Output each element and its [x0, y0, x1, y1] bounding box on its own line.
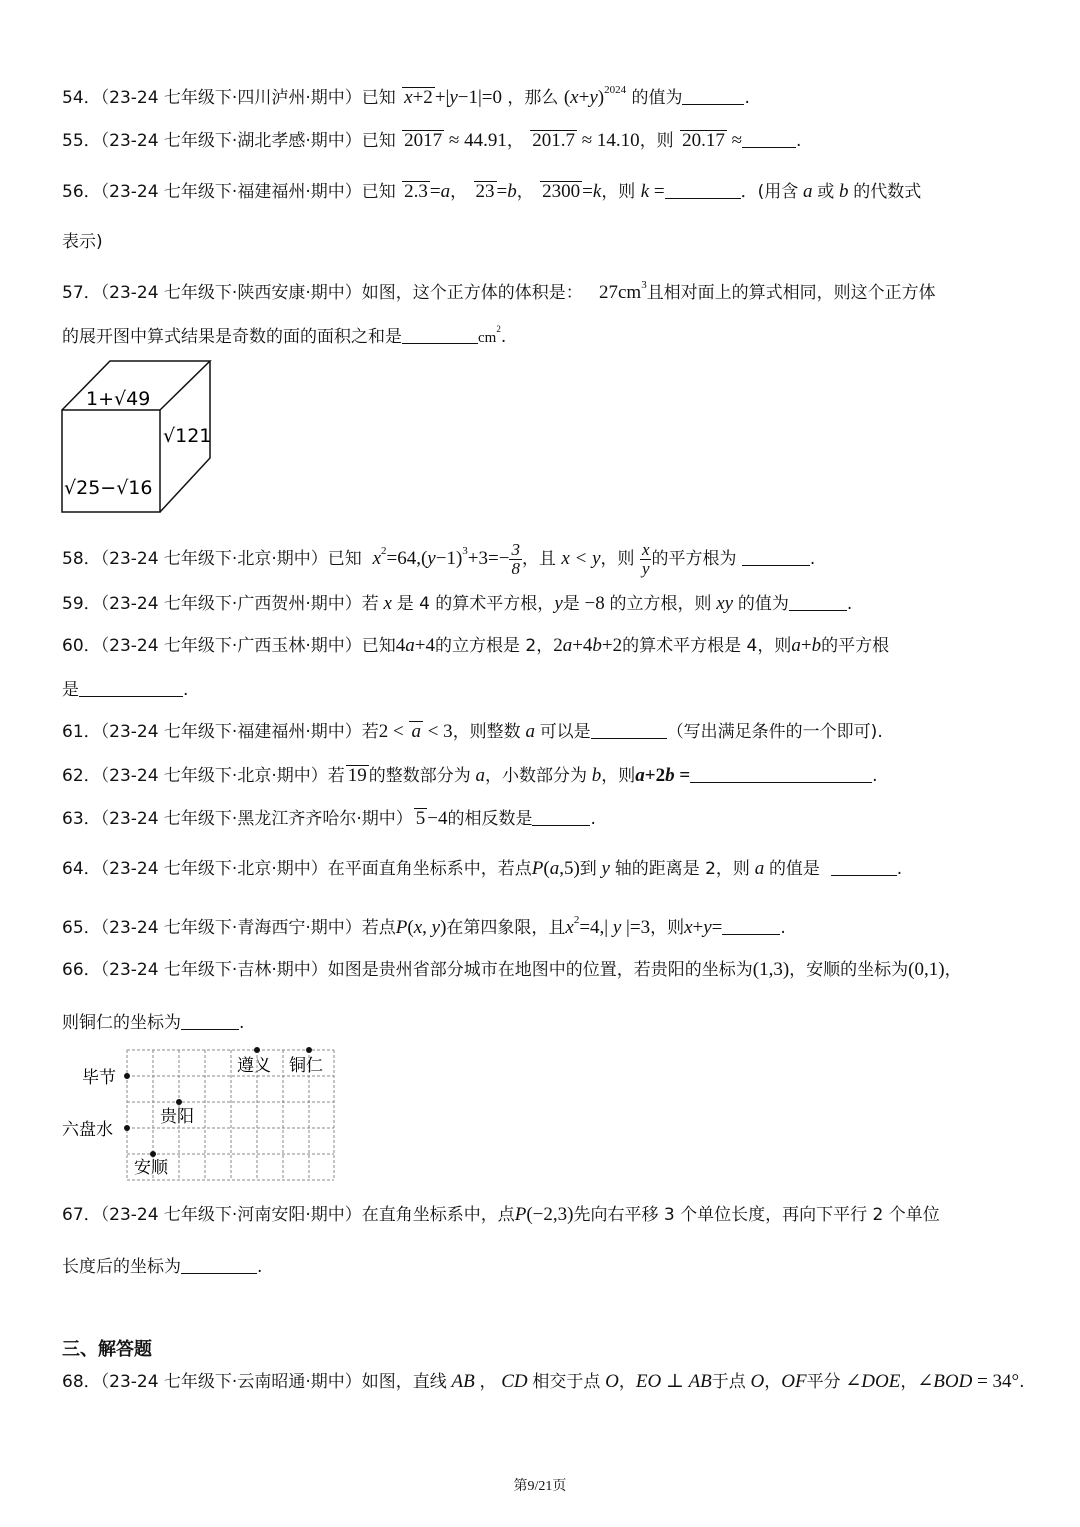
- question-62: 62．（23-24 七年级下·北京·期中）若 19 的整数部分为 a，小数部分为 b，则a+2b = .: [62, 765, 878, 786]
- tongren-dot: [306, 1047, 312, 1053]
- liupanshui-dot: [124, 1125, 130, 1131]
- question-59: 59．（23-24 七年级下·广西贺州·期中）若 x 是 4 的算术平方根，y是 −8 的立方根，则 xy 的值为 .: [62, 593, 853, 614]
- map-figure: [60, 1044, 340, 1184]
- tongren-label: 铜仁: [289, 1056, 323, 1076]
- guiyang-label: 贵阳: [160, 1107, 194, 1127]
- bijie-label: 毕节: [82, 1068, 116, 1088]
- zunyi-dot: [254, 1047, 260, 1053]
- cube-side-label: √121: [163, 425, 212, 447]
- question-56-line2: 表示): [62, 232, 103, 252]
- question-67-line2: 长度后的坐标为 .: [62, 1257, 263, 1277]
- question-68: 68．（23-24 七年级下·云南昭通·期中）如图，直线 AB ， CD 相交于点 O，EO ⊥ AB于点 O，OF平分 ∠DOE，∠BOD = 34°.: [62, 1371, 1025, 1392]
- question-56: 56．（23-24 七年级下·福建福州·期中）已知 2.3 =a， 23 =b， 2300 =k，则 k = ．(用含 a 或 b 的代数式: [62, 181, 922, 202]
- question-57-line2: 的展开图中算式结果是奇数的面的面积之和是 $cm^2$.: [62, 324, 507, 347]
- anshun-dot: [150, 1151, 156, 1157]
- liupanshui-label: 六盘水: [62, 1120, 113, 1140]
- page-number: 第9/21页: [513, 1479, 567, 1494]
- section-heading: 三、解答题: [62, 1339, 152, 1360]
- question-63: 63．（23-24 七年级下·黑龙江齐齐哈尔·期中） 5 −4的相反数是 .: [62, 808, 596, 829]
- question-67: 67．（23-24 七年级下·河南安阳·期中）在直角坐标系中，点P(−2,3)先向右平移 3 个单位长度，再向下平行 2 个单位: [62, 1204, 940, 1225]
- bijie-dot: [124, 1073, 130, 1079]
- question-66-line2: 则铜仁的坐标为 .: [62, 1013, 245, 1033]
- question-54: 54．（23-24 七年级下·四川泸州·期中）已知 x+2 +|y−1|=0 ，那么 $(x+y)^{2024}$ 的值为 .: [62, 84, 750, 108]
- question-65: 65．（23-24 七年级下·青海西宁·期中）若点P(x, y)在第四象限，且$x^2=4,|$ y |=3，则x+y= .: [62, 914, 786, 938]
- question-57: 57．（23-24 七年级下·陕西安康·期中）如图，这个正方体的体积是： $27cm^3$且相对面上的算式相同，则这个正方体: [62, 279, 936, 303]
- question-60: 60．（23-24 七年级下·广西玉林·期中）已知4a+4的立方根是 2，2a+4b+2的算术平方根是 4，则a+b的平方根: [62, 635, 890, 656]
- cube-front-label: √25−√16: [64, 477, 153, 499]
- question-55: 55．（23-24 七年级下·湖北孝感·期中）已知 2017 ≈ 44.91， 201.7 ≈ 14.10，则 20.17 ≈ .: [62, 130, 802, 151]
- zunyi-label: 遵义: [237, 1056, 271, 1076]
- cube-top-label: 1+√49: [86, 388, 151, 410]
- cube-figure: [60, 358, 220, 516]
- guiyang-dot: [176, 1099, 182, 1105]
- question-66: 66．（23-24 七年级下·吉林·期中）如图是贵州省部分城市在地图中的位置，若贵阳的坐标为(1,3)，安顺的坐标为(0,1)，: [62, 959, 962, 980]
- anshun-label: 安顺: [134, 1158, 168, 1178]
- question-60-line2: 是 .: [62, 680, 189, 700]
- question-58: 58．（23-24 七年级下·北京·期中）已知 $x^2=64,(y-1)^3+3=-$ $\frac{3}{8}$ ，且 x < y，则 $\frac{x}{y}$ 的平方根为 .: [62, 539, 816, 578]
- question-61: 61．（23-24 七年级下·福建福州·期中）若2 < a < 3，则整数 a 可以是 （写出满足条件的一个即可).: [62, 721, 883, 742]
- question-64: 64．（23-24 七年级下·北京·期中）在平面直角坐标系中，若点P(a,5)到 y 轴的距离是 2，则 a 的值是 .: [62, 858, 903, 879]
